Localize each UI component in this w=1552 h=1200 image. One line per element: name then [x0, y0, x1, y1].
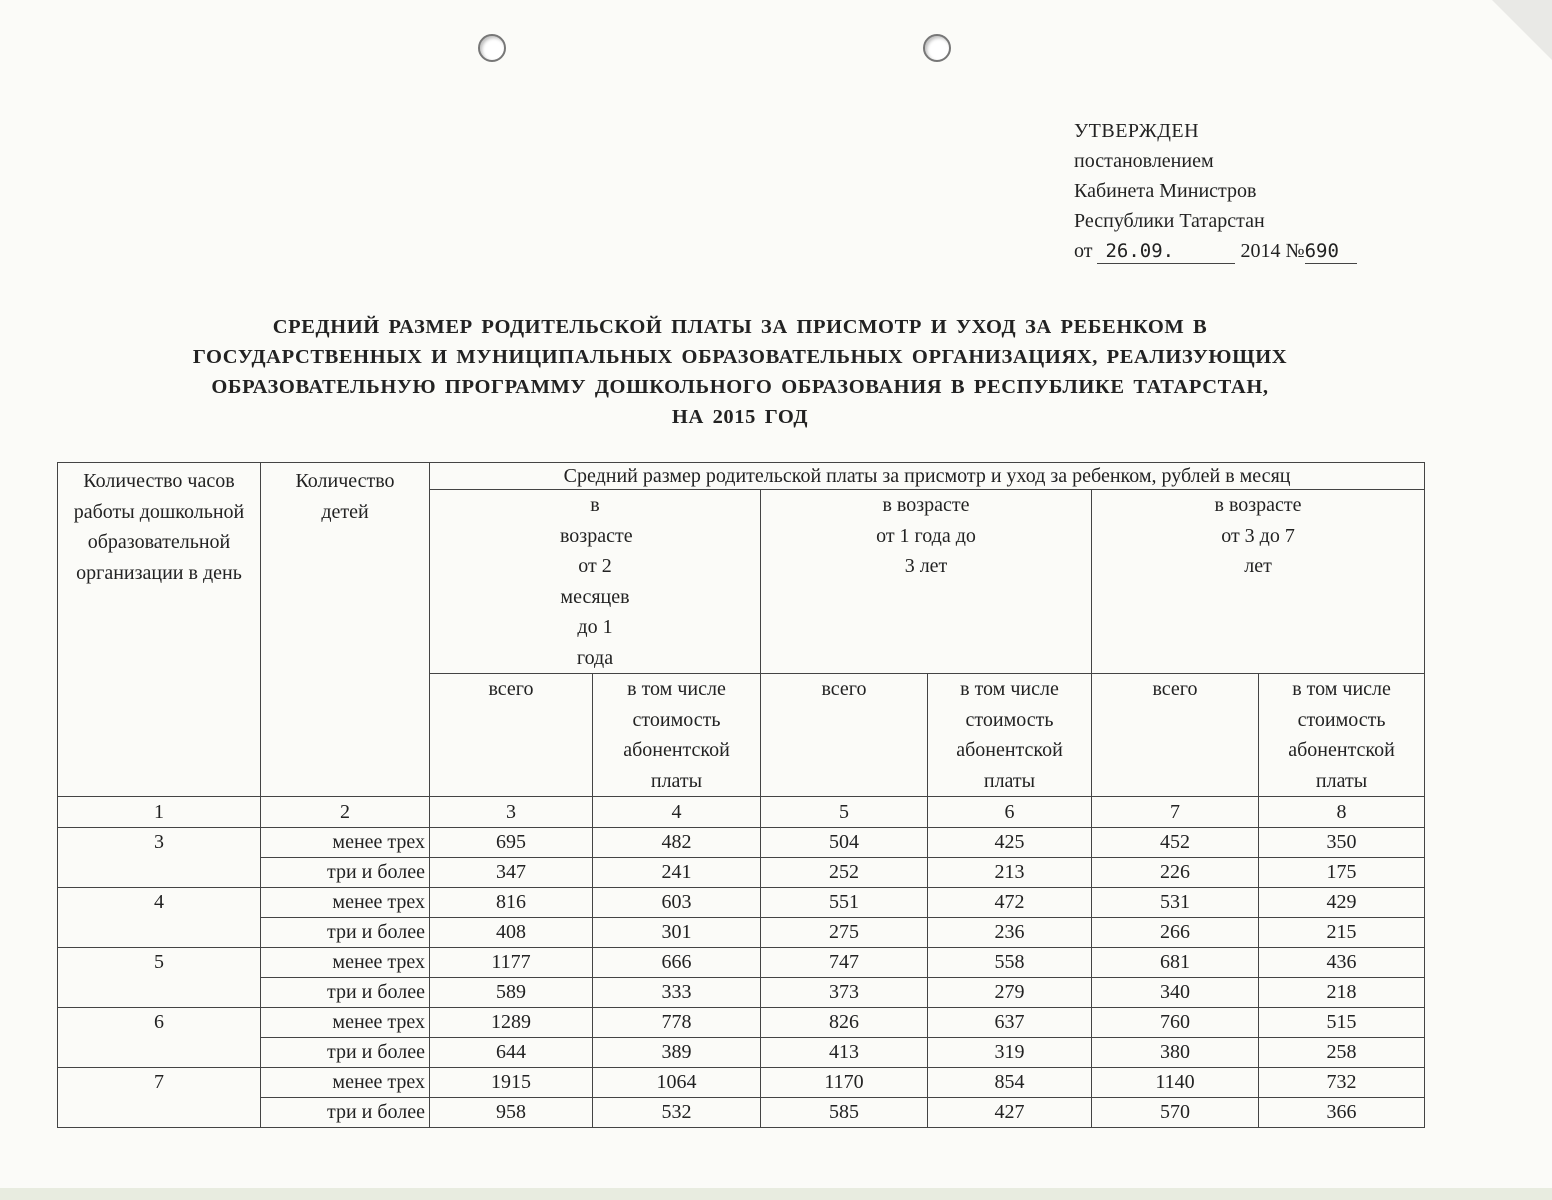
fee-value-cell: 551 [761, 888, 928, 918]
fee-value-cell: 958 [430, 1098, 593, 1128]
approval-stamp [1074, 116, 1357, 266]
hours-cell: 7 [58, 1068, 261, 1128]
fee-value-cell: 695 [430, 828, 593, 858]
fee-value-cell: 1915 [430, 1068, 593, 1098]
table-row [58, 1008, 1425, 1038]
fee-value-cell: 347 [430, 858, 593, 888]
fee-value-cell: 515 [1259, 1008, 1425, 1038]
fee-value-cell: 215 [1259, 918, 1425, 948]
hours-cell: 6 [58, 1008, 261, 1068]
children-cell: три и более [261, 978, 430, 1008]
fee-value-cell: 585 [761, 1098, 928, 1128]
fee-value-cell: 570 [1092, 1098, 1259, 1128]
number-sign: № [1285, 240, 1305, 262]
title-line-2: ГОСУДАРСТВЕННЫХ И МУНИЦИПАЛЬНЫХ ОБРАЗОВАТЕЛЬНЫХ ОРГАНИЗАЦИЯХ, РЕАЛИЗУЮЩИХ [192, 346, 1288, 368]
fee-value-cell: 333 [593, 978, 761, 1008]
title-line-3: ОБРАЗОВАТЕЛЬНУЮ ПРОГРАММУ ДОШКОЛЬНОГО ОБРАЗОВАНИЯ В РЕСПУБЛИКЕ ТАТАРСТАН, [211, 376, 1269, 398]
fee-value-cell: 472 [928, 888, 1092, 918]
fee-value-cell: 854 [928, 1068, 1092, 1098]
subscription-header: в том числе стоимость абонентской платы [593, 674, 761, 797]
approval-title: УТВЕРЖДЕН [1074, 120, 1200, 142]
column-number: 4 [593, 797, 761, 828]
fee-value-cell: 1170 [761, 1068, 928, 1098]
fee-value-cell: 589 [430, 978, 593, 1008]
table-row [58, 828, 1425, 858]
fee-value-cell: 747 [761, 948, 928, 978]
fee-value-cell: 826 [761, 1008, 928, 1038]
fee-value-cell: 429 [1259, 888, 1425, 918]
table-row [58, 888, 1425, 918]
column-number-row [58, 797, 1425, 828]
approval-line-2: постановлением [1074, 150, 1214, 172]
hours-cell: 3 [58, 828, 261, 888]
fee-value-cell: 558 [928, 948, 1092, 978]
subscription-header: в том числе стоимость абонентской платы [1259, 674, 1425, 797]
fee-value-cell: 319 [928, 1038, 1092, 1068]
children-cell: три и более [261, 858, 430, 888]
fee-value-cell: 427 [928, 1098, 1092, 1128]
title-line-4: НА 2015 ГОД [671, 406, 809, 428]
fee-value-cell: 816 [430, 888, 593, 918]
fee-value-cell: 1140 [1092, 1068, 1259, 1098]
hours-header: Количество часов работы дошкольной образовательной организации в день [58, 463, 261, 797]
age-group-header: в возрасте от 2 месяцев до 1 года [430, 490, 761, 674]
total-header: всего [761, 674, 928, 797]
table-row [58, 1038, 1425, 1068]
fee-value-cell: 1289 [430, 1008, 593, 1038]
hours-cell: 4 [58, 888, 261, 948]
column-number: 7 [1092, 797, 1259, 828]
age-group-header: в возрасте от 1 года до 3 лет [761, 490, 1092, 674]
fees-table [57, 462, 1425, 1128]
punch-hole-left [478, 34, 506, 62]
approval-line-3: Кабинета Министров [1074, 180, 1257, 202]
hours-cell: 5 [58, 948, 261, 1008]
approval-line-4: Республики Татарстан [1074, 210, 1265, 232]
children-cell: менее трех [261, 948, 430, 978]
table-row [58, 948, 1425, 978]
fee-value-cell: 436 [1259, 948, 1425, 978]
age-group-header: в возрасте от 3 до 7 лет [1092, 490, 1425, 674]
fee-value-cell: 213 [928, 858, 1092, 888]
table-row [58, 1068, 1425, 1098]
fee-value-cell: 408 [430, 918, 593, 948]
total-header: всего [1092, 674, 1259, 797]
fee-value-cell: 425 [928, 828, 1092, 858]
column-number: 8 [1259, 797, 1425, 828]
fee-value-cell: 732 [1259, 1068, 1425, 1098]
column-number: 2 [261, 797, 430, 828]
fee-value-cell: 175 [1259, 858, 1425, 888]
column-number: 1 [58, 797, 261, 828]
fee-value-cell: 637 [928, 1008, 1092, 1038]
fee-value-cell: 778 [593, 1008, 761, 1038]
fee-value-cell: 279 [928, 978, 1092, 1008]
fee-value-cell: 252 [761, 858, 928, 888]
fee-value-cell: 236 [928, 918, 1092, 948]
fee-value-cell: 681 [1092, 948, 1259, 978]
fee-value-cell: 531 [1092, 888, 1259, 918]
column-number: 3 [430, 797, 593, 828]
fee-value-cell: 218 [1259, 978, 1425, 1008]
table-row [58, 858, 1425, 888]
children-cell: три и более [261, 918, 430, 948]
children-cell: менее трех [261, 1008, 430, 1038]
punch-hole-right [923, 34, 951, 62]
approval-year: 2014 [1240, 240, 1281, 262]
fee-value-cell: 1064 [593, 1068, 761, 1098]
fee-value-cell: 301 [593, 918, 761, 948]
children-cell: менее трех [261, 1068, 430, 1098]
fee-value-cell: 482 [593, 828, 761, 858]
fee-value-cell: 413 [761, 1038, 928, 1068]
date-prefix: от [1074, 240, 1093, 262]
fee-value-cell: 340 [1092, 978, 1259, 1008]
fee-value-cell: 389 [593, 1038, 761, 1068]
children-cell: три и более [261, 1098, 430, 1128]
document-title [70, 312, 1410, 432]
folded-corner [1492, 0, 1552, 60]
fee-value-cell: 1177 [430, 948, 593, 978]
children-cell: менее трех [261, 828, 430, 858]
approval-date: 26.09. [1097, 239, 1235, 264]
approval-date-line [1074, 236, 1357, 266]
fee-value-cell: 275 [761, 918, 928, 948]
children-cell: менее трех [261, 888, 430, 918]
title-line-1: СРЕДНИЙ РАЗМЕР РОДИТЕЛЬСКОЙ ПЛАТЫ ЗА ПРИСМОТР И УХОД ЗА РЕБЕНКОМ В [272, 316, 1208, 338]
fee-value-cell: 666 [593, 948, 761, 978]
scan-bottom-edge [0, 1188, 1552, 1200]
fee-value-cell: 373 [761, 978, 928, 1008]
children-header: Количество детей [261, 463, 430, 797]
fee-value-cell: 532 [593, 1098, 761, 1128]
column-number: 5 [761, 797, 928, 828]
fee-value-cell: 760 [1092, 1008, 1259, 1038]
approval-number: 690 [1305, 239, 1357, 264]
fee-value-cell: 226 [1092, 858, 1259, 888]
total-header: всего [430, 674, 593, 797]
table-row [58, 1098, 1425, 1128]
fee-value-cell: 603 [593, 888, 761, 918]
children-cell: три и более [261, 1038, 430, 1068]
subscription-header: в том числе стоимость абонентской платы [928, 674, 1092, 797]
table-row [58, 918, 1425, 948]
fee-value-cell: 380 [1092, 1038, 1259, 1068]
fee-value-cell: 241 [593, 858, 761, 888]
fee-value-cell: 258 [1259, 1038, 1425, 1068]
column-number: 6 [928, 797, 1092, 828]
fee-value-cell: 452 [1092, 828, 1259, 858]
fee-value-cell: 504 [761, 828, 928, 858]
fee-value-cell: 266 [1092, 918, 1259, 948]
table-row [58, 978, 1425, 1008]
fee-value-cell: 644 [430, 1038, 593, 1068]
fee-value-cell: 350 [1259, 828, 1425, 858]
fee-header: Средний размер родительской платы за присмотр и уход за ребенком, рублей в месяц [430, 463, 1425, 490]
fee-value-cell: 366 [1259, 1098, 1425, 1128]
